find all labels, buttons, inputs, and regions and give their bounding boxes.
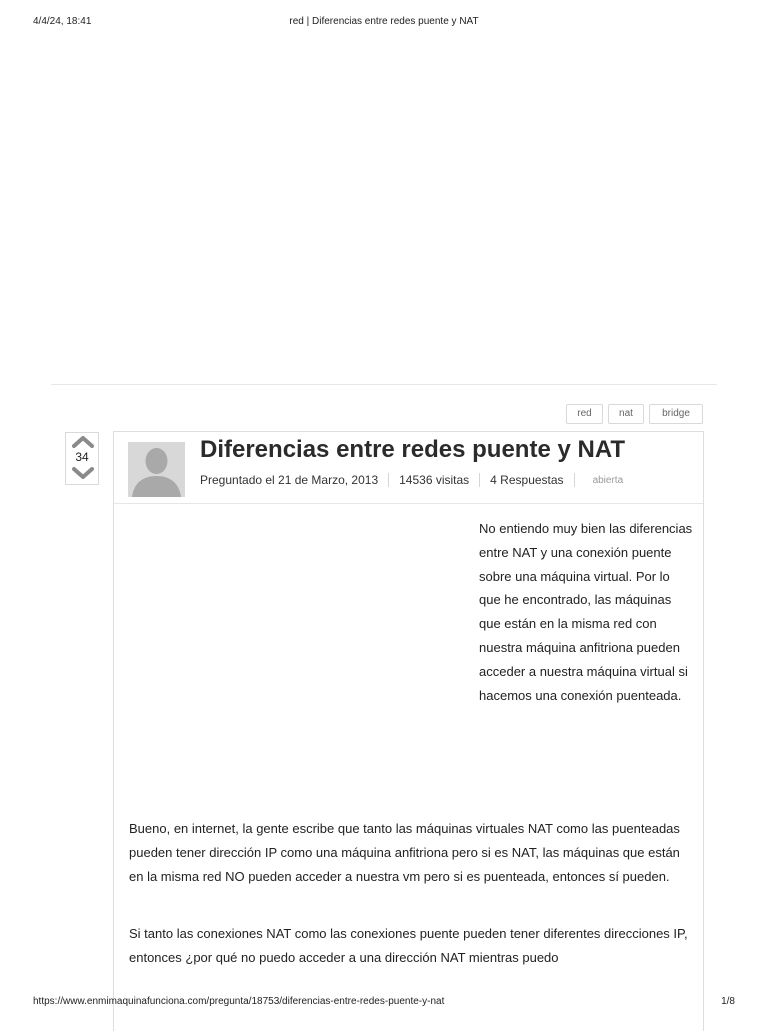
ad-placeholder — [126, 518, 466, 778]
divider — [51, 384, 717, 385]
page-title: Diferencias entre redes puente y NAT — [200, 436, 626, 463]
user-silhouette-icon — [128, 442, 185, 497]
print-footer — [0, 996, 768, 1010]
question-paragraph-3: Si tanto las conexiones NAT como las conexiones puente pueden tener diferentes direcciones IP, entonces ¿por qué no puedo acceder a una dirección NAT mientras puedo — [129, 926, 688, 965]
meta-separator — [388, 473, 389, 487]
print-header — [0, 16, 768, 30]
tag-list — [566, 404, 703, 424]
avatar[interactable] — [128, 442, 185, 497]
question-header — [114, 432, 703, 504]
chevron-up-icon[interactable] — [66, 433, 98, 449]
view-count: 14536 visitas — [399, 473, 470, 487]
question-card — [113, 431, 704, 1031]
meta-separator — [479, 473, 480, 487]
chevron-down-icon[interactable] — [66, 465, 98, 481]
question-meta — [200, 473, 623, 487]
question-paragraph-1: No entiendo muy bien las diferencias entre NAT y una conexión puente sobre una máquina virtual. Por lo que he encontrado, las máquinas que están en la misma red con nuestra máquina anfitriona pueden acceder a nuestra máquina virtual si hacemos una conexión puenteada. — [479, 521, 693, 703]
status-badge: abierta — [592, 474, 624, 486]
tag-red[interactable]: red — [566, 404, 603, 424]
print-date: 4/4/24, 18:41 — [33, 16, 92, 27]
answer-count[interactable]: 4 Respuestas — [490, 473, 564, 487]
page-number: 1/8 — [721, 996, 735, 1007]
tag-bridge[interactable]: bridge — [649, 404, 703, 424]
meta-separator — [574, 473, 575, 487]
vote-box — [65, 432, 99, 485]
question-paragraph-2: Bueno, en internet, la gente escribe que tanto las máquinas virtuales NAT como las puenteadas pueden tener dirección IP como una máquina anfitriona pero si es NAT, las máquinas que están en la misma red NO pueden acceder a nuestra vm pero si es puenteada, entonces sí pueden. — [129, 821, 680, 884]
vote-count: 34 — [75, 450, 89, 464]
tag-nat[interactable]: nat — [608, 404, 644, 424]
print-url: https://www.enmimaquinafunciona.com/pregunta/18753/diferencias-entre-redes-puente-y-nat — [33, 996, 445, 1007]
print-title: red | Diferencias entre redes puente y NAT — [289, 16, 479, 27]
asked-date: Preguntado el 21 de Marzo, 2013 — [200, 473, 379, 487]
